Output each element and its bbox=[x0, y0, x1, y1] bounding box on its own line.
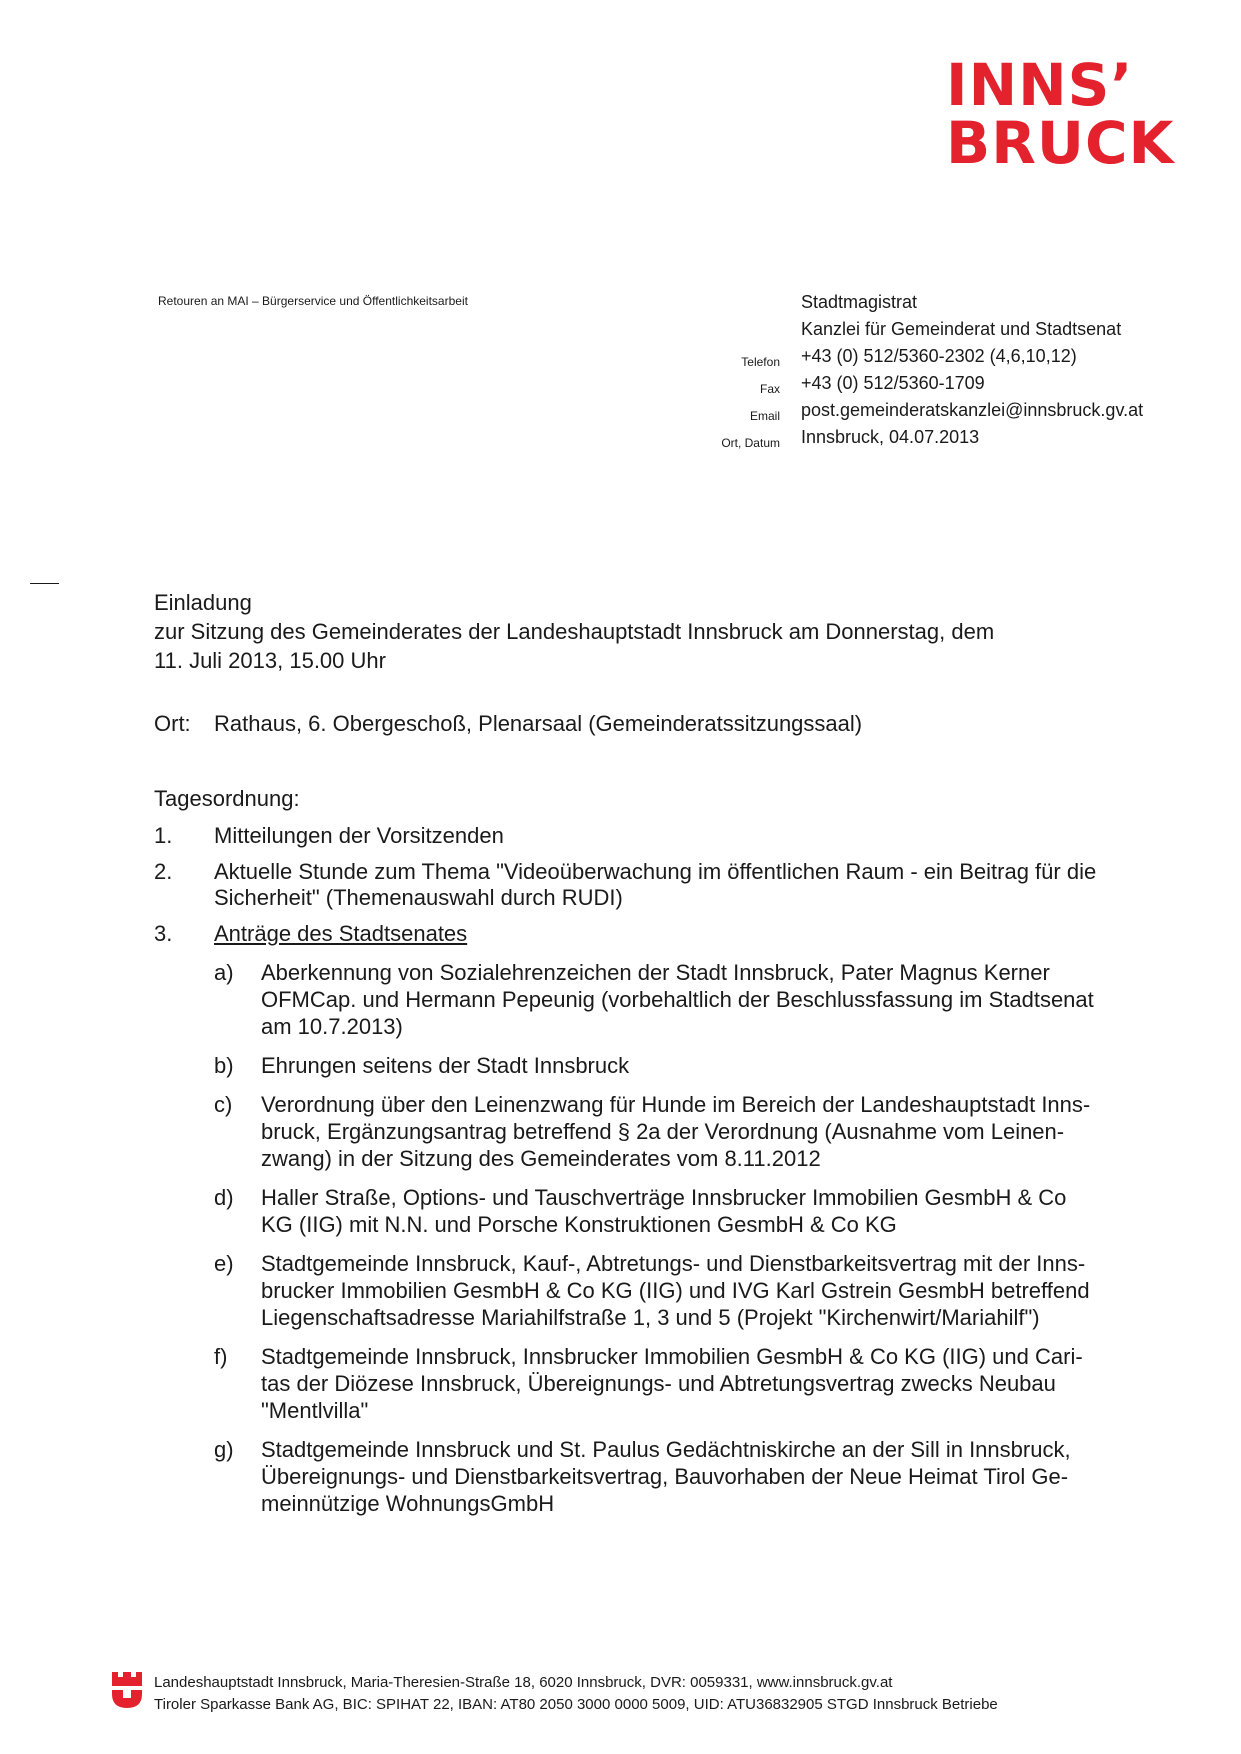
invitation-line-1: zur Sitzung des Gemeinderates der Landeshauptstadt Innsbruck am Donnerstag, dem bbox=[154, 619, 995, 644]
sub-item-text: Verordnung über den Leinenzwang für Hunde im Bereich der Landeshauptstadt Inns- bbox=[261, 1092, 1091, 1117]
agenda-item-number: 3. bbox=[154, 921, 173, 946]
innsbruck-emblem-icon bbox=[110, 1670, 144, 1710]
agenda-sub-item bbox=[154, 1052, 1164, 1079]
sub-item-text: Stadtgemeinde Innsbruck und St. Paulus Gedächtniskirche an der Sill in Innsbruck, bbox=[261, 1437, 1071, 1462]
logo-line-1: INNS’ bbox=[946, 51, 1134, 119]
agenda-sub-item bbox=[154, 1250, 1164, 1331]
sub-item-text: KG (IIG) mit N.N. und Porsche Konstruktionen GesmbH & Co KG bbox=[261, 1212, 897, 1237]
agenda-sub-item bbox=[154, 959, 1164, 1040]
sub-item-text: "Mentlvilla" bbox=[261, 1398, 369, 1423]
invitation-title: Einladung bbox=[154, 590, 252, 615]
sub-item-letter: a) bbox=[214, 960, 234, 985]
agenda-item bbox=[154, 921, 1164, 947]
email-label: Email bbox=[749, 409, 780, 423]
sub-item-text: Aberkennung von Sozialehrenzeichen der Stadt Innsbruck, Pater Magnus Kerner bbox=[261, 960, 1050, 985]
agenda-item-text: Aktuelle Stunde zum Thema "Videoüberwachung im öffentlichen Raum - ein Beitrag für die bbox=[214, 859, 1097, 884]
email-value[interactable]: post.gemeinderatskanzlei@innsbruck.gv.at bbox=[801, 400, 1144, 420]
sub-item-text: bruck, Ergänzungsantrag betreffend § 2a der Verordnung (Ausnahme vom Leinen- bbox=[261, 1119, 1065, 1144]
agenda-sub-item bbox=[154, 1436, 1164, 1517]
phone-row bbox=[600, 346, 1200, 373]
location-value: Rathaus, 6. Obergeschoß, Plenarsaal (Gemeinderatssitzungssaal) bbox=[214, 711, 863, 736]
sender-office: Kanzlei für Gemeinderat und Stadtsenat bbox=[801, 319, 1122, 339]
logo-line-2: BRUCK bbox=[946, 109, 1175, 177]
sub-item-text: zwang) in der Sitzung des Gemeinderates vom 8.11.2012 bbox=[261, 1146, 821, 1171]
agenda-item-text: Mitteilungen der Vorsitzenden bbox=[214, 823, 504, 848]
innsbruck-logo bbox=[946, 51, 1190, 177]
agenda-sub-item bbox=[154, 1091, 1164, 1172]
sender-department: Stadtmagistrat bbox=[801, 292, 918, 312]
email-row bbox=[600, 400, 1200, 427]
sub-item-text: Liegenschaftsadresse Mariahilfstraße 1, 3 und 5 (Projekt "Kirchenwirt/Mariahilf") bbox=[261, 1305, 1040, 1330]
agenda-item-number: 2. bbox=[154, 859, 173, 884]
agenda-item-text: Sicherheit" (Themenauswahl durch RUDI) bbox=[214, 885, 623, 910]
agenda-item bbox=[154, 859, 1164, 911]
agenda-sub-item bbox=[154, 1184, 1164, 1238]
letter-body bbox=[154, 588, 1164, 1517]
sender-department-row bbox=[600, 292, 1200, 319]
sub-item-text: Haller Straße, Options- und Tauschverträge Innsbrucker Immobilien GesmbH & Co bbox=[261, 1185, 1067, 1210]
agenda-item-number: 1. bbox=[154, 823, 173, 848]
footer-line-2: Tiroler Sparkasse Bank AG, BIC: SPIHAT 22, IBAN: AT80 2050 3000 0000 5009, UID: ATU36832905 STGD Innsbruck Betriebe bbox=[154, 1696, 998, 1713]
sender-office-row bbox=[600, 319, 1200, 346]
fax-value: +43 (0) 512/5360-1709 bbox=[801, 373, 985, 393]
sub-item-text: Übereignungs- und Dienstbarkeitsvertrag, Bauvorhaben der Neue Heimat Tirol Ge- bbox=[261, 1464, 1069, 1489]
date-label: Ort, Datum bbox=[721, 436, 780, 450]
location bbox=[154, 709, 1164, 738]
agenda-sub-item bbox=[154, 1343, 1164, 1424]
phone-value: +43 (0) 512/5360-2302 (4,6,10,12) bbox=[801, 346, 1077, 366]
phone-label: Telefon bbox=[741, 355, 780, 369]
fold-mark bbox=[30, 583, 59, 584]
sub-item-text: am 10.7.2013) bbox=[261, 1014, 403, 1039]
sub-item-letter: c) bbox=[214, 1092, 233, 1117]
sub-item-text: tas der Diözese Innsbruck, Übereignungs- und Abtretungsvertrag zwecks Neubau bbox=[261, 1371, 1056, 1396]
agenda-title: Tagesordnung: bbox=[154, 786, 300, 811]
fax-row bbox=[600, 373, 1200, 400]
sub-item-text: Stadtgemeinde Innsbruck, Innsbrucker Immobilien GesmbH & Co KG (IIG) und Cari- bbox=[261, 1344, 1083, 1369]
sub-item-text: meinnützige WohnungsGmbH bbox=[261, 1491, 555, 1516]
footer-line-1: Landeshauptstadt Innsbruck, Maria-Theresien-Straße 18, 6020 Innsbruck, DVR: 0059331, www.innsbruck.gv.at bbox=[154, 1674, 893, 1691]
sub-item-letter: b) bbox=[214, 1053, 234, 1078]
agenda-item-heading: Anträge des Stadtsenates bbox=[214, 921, 468, 946]
sub-item-text: brucker Immobilien GesmbH & Co KG (IIG) und IVG Karl Gstrein GesmbH betreffend bbox=[261, 1278, 1090, 1303]
sender-block bbox=[600, 292, 1200, 454]
sub-item-letter: g) bbox=[214, 1437, 234, 1462]
date-row bbox=[600, 427, 1200, 454]
location-label: Ort: bbox=[154, 711, 191, 736]
invitation bbox=[154, 588, 1164, 675]
sub-item-text: Ehrungen seitens der Stadt Innsbruck bbox=[261, 1053, 630, 1078]
return-address: Retouren an MAI – Bürgerservice und Öffentlichkeitsarbeit bbox=[158, 294, 468, 308]
sub-item-text: Stadtgemeinde Innsbruck, Kauf-, Abtretungs- und Dienstbarkeitsvertrag mit der Inns- bbox=[261, 1251, 1086, 1276]
sub-item-letter: d) bbox=[214, 1185, 234, 1210]
date-value: Innsbruck, 04.07.2013 bbox=[801, 427, 980, 447]
fax-label: Fax bbox=[759, 382, 780, 396]
sub-item-letter: e) bbox=[214, 1251, 234, 1276]
sub-item-text: OFMCap. und Hermann Pepeunig (vorbehaltlich der Beschlussfassung im Stadtsenat bbox=[261, 987, 1094, 1012]
invitation-line-2: 11. Juli 2013, 15.00 Uhr bbox=[154, 648, 386, 673]
sub-item-letter: f) bbox=[214, 1344, 228, 1369]
agenda-item bbox=[154, 823, 1164, 849]
